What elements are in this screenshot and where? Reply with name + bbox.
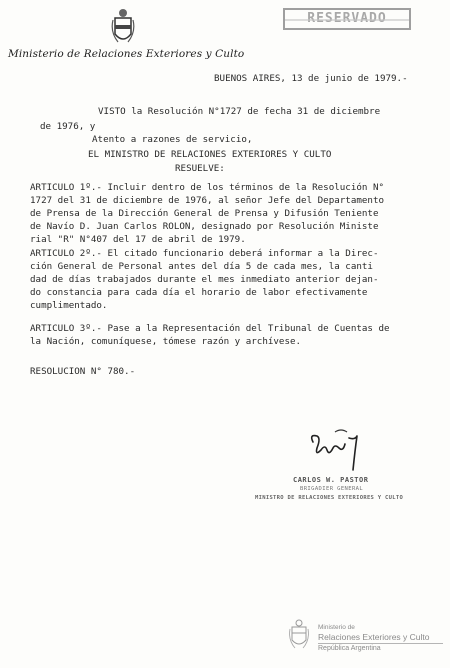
signatory-rank: BRIGADIER GENERAL xyxy=(300,486,364,492)
resolution-number: RESOLUCION N° 780.- xyxy=(30,366,136,377)
atento-line: Atento a razones de servicio, xyxy=(92,134,253,145)
article-1-line-2: 1727 del 31 de diciembre de 1976, al señor Jefe del Departamento xyxy=(30,195,385,206)
signatory-ministry: MINISTRO DE RELACIONES EXTERIORES Y CULTO xyxy=(255,495,404,501)
footer-line-3: República Argentina xyxy=(318,645,381,652)
article-3-line-1: ARTICULO 3º.- Pase a la Representación del Tribunal de Cuentas de xyxy=(30,323,390,334)
reservado-stamp xyxy=(283,8,411,30)
article-3-line-2: la Nación, comuníquese, tómese razón y archívese. xyxy=(30,336,302,347)
article-1-line-1: ARTICULO 1º.- Incluir dentro de los términos de la Resolución N° xyxy=(30,182,385,193)
place-date: BUENOS AIRES, 13 de junio de 1979.- xyxy=(214,73,408,84)
visto-line-1: VISTO la Resolución N°1727 de fecha 31 de diciembre xyxy=(98,106,381,117)
resuelve-line: RESUELVE: xyxy=(175,163,225,174)
article-2-line-2: ción General de Personal antes del día 5 de cada mes, la canti xyxy=(30,261,373,272)
article-2-line-5: cumplimentado. xyxy=(30,300,108,311)
footer-coat-of-arms-icon xyxy=(288,618,310,652)
handwritten-signature xyxy=(305,426,375,474)
ministry-letterhead: Ministerio de Relaciones Exteriores y Culto xyxy=(8,48,245,60)
footer-line-2: Relaciones Exteriores y Culto xyxy=(318,632,430,642)
footer-line-1: Ministerio de xyxy=(318,624,355,631)
minister-line: EL MINISTRO DE RELACIONES EXTERIORES Y CULTO xyxy=(88,149,332,160)
article-1-line-4: de Navío D. Juan Carlos ROLON, designado por Resolución Ministe xyxy=(30,221,379,232)
signatory-name: CARLOS W. PASTOR xyxy=(293,476,369,484)
article-2-line-3: dad de días trabajados durante el mes inmediato anterior dejan- xyxy=(30,274,379,285)
visto-line-2: de 1976, y xyxy=(40,121,96,132)
footer-divider xyxy=(318,643,443,644)
article-2-line-4: do constancia para cada día el horario de labor efectivamente xyxy=(30,287,368,298)
article-1-line-3: de Prensa de la Dirección General de Prensa y Difusión Teniente xyxy=(30,208,379,219)
coat-of-arms-icon xyxy=(110,6,136,48)
article-2-line-1: ARTICULO 2º.- El citado funcionario deberá informar a la Direc- xyxy=(30,248,379,259)
article-1-line-5: rial "R" N°407 del 17 de abril de 1979. xyxy=(30,234,246,245)
